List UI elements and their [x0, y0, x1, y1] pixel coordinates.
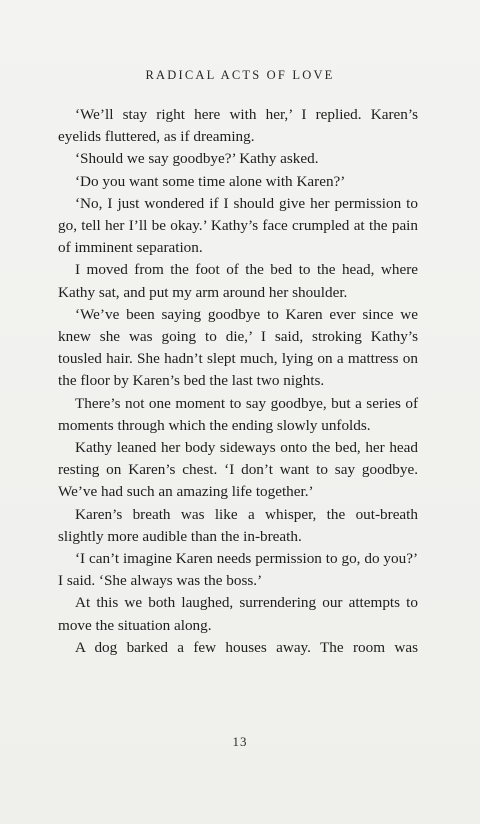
paragraph: Karen’s breath was like a whisper, the out-breath slightly more audible than the in-breath. — [58, 505, 418, 545]
paragraph: Kathy leaned her body sideways onto the bed, her head resting on Karen’s chest. ‘I don’t want to say goodbye. We’ve had such an amazing life together.’ — [58, 439, 418, 501]
page-number: 13 — [232, 734, 248, 749]
running-head: RADICAL ACTS OF LOVE — [145, 68, 335, 82]
paragraph: There’s not one moment to say goodbye, but a series of moments through which the ending slowly unfolds. — [58, 394, 418, 434]
paragraph: ‘I can’t imagine Karen needs permission to go, do you?’ I said. ‘She always was the boss.’ — [58, 550, 418, 590]
paragraph: ‘Should we say goodbye?’ Kathy asked. — [75, 150, 319, 168]
paragraph: I moved from the foot of the bed to the head, where Kathy sat, and put my arm around her shoulder. — [58, 261, 418, 301]
paragraph: ‘We’ve been saying goodbye to Karen ever since we knew she was going to die,’ I said, stroking Kathy’s tousled hair. She hadn’t slept much, lying on a mattress on the floor by Karen’s bed the last two nights. — [58, 305, 418, 390]
paragraph: A dog barked a few houses away. The room was — [75, 638, 418, 656]
paragraph: ‘No, I just wondered if I should give her permission to go, tell her I’ll be okay.’ Kathy’s face crumpled at the pain of imminent separation. — [58, 194, 418, 257]
body-text — [58, 104, 418, 659]
paragraph: At this we both laughed, surrendering our attempts to move the situation along. — [58, 594, 418, 634]
paragraph: ‘We’ll stay right here with her,’ I replied. Karen’s eyelids fluttered, as if dreaming. — [58, 106, 418, 146]
paragraph: ‘Do you want some time alone with Karen?’ — [75, 172, 346, 190]
